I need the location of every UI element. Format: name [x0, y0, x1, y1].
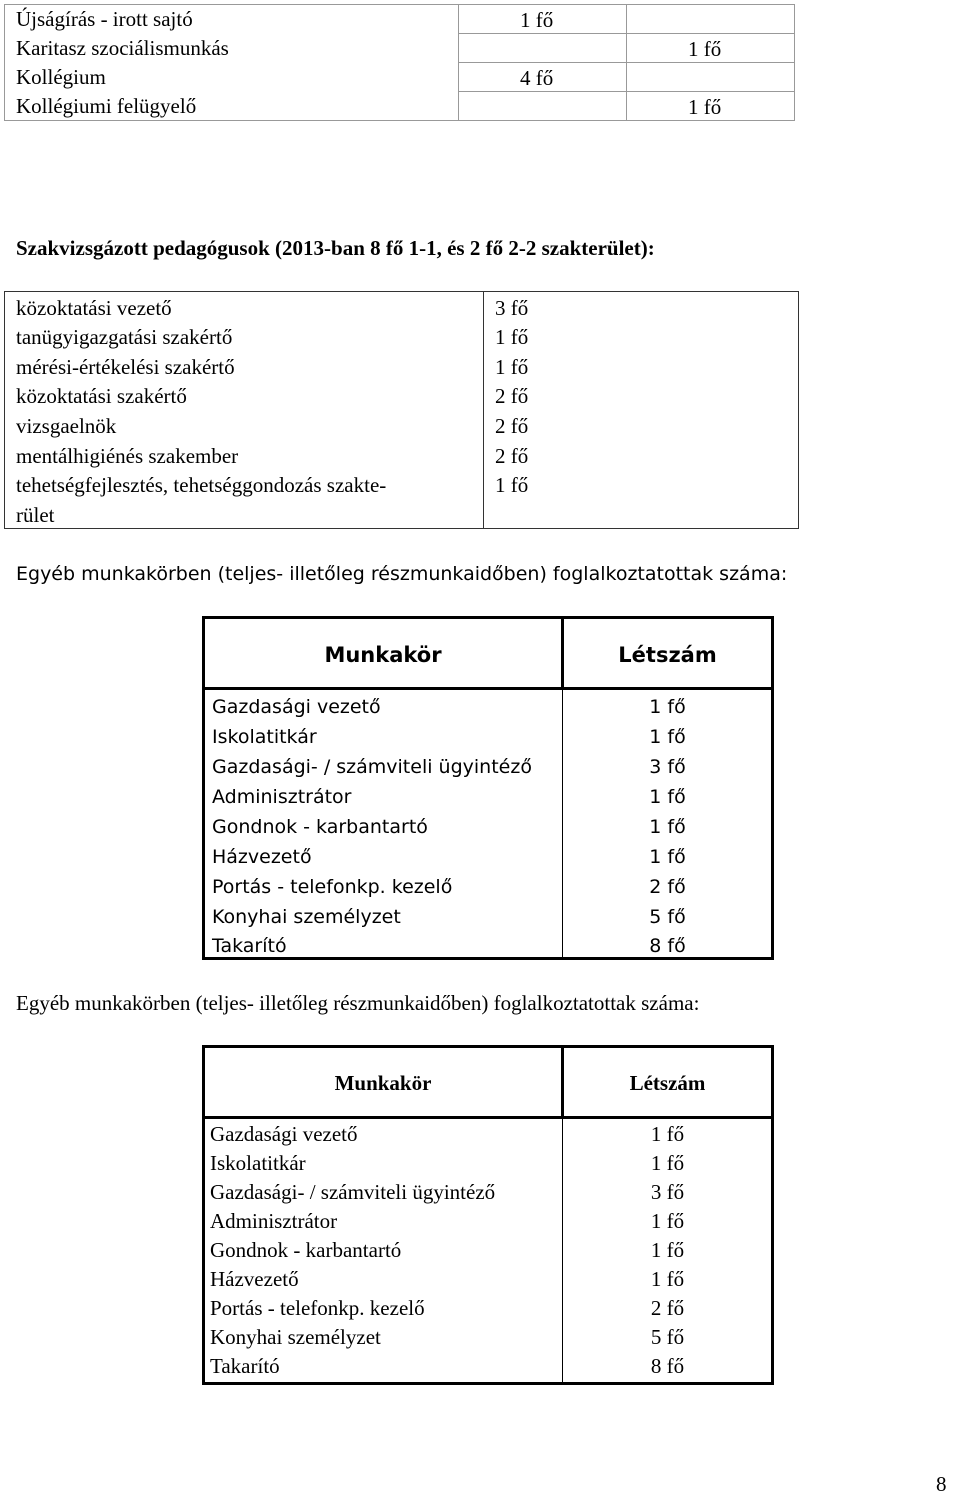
table-border — [626, 4, 627, 121]
table-row-label: Portás - telefonkp. kezelő — [210, 1296, 425, 1320]
table-row-label: mentálhigiénés szakember — [16, 444, 239, 468]
table-cell: 5 fő — [649, 906, 686, 928]
table-cell: 2 fő — [649, 876, 686, 898]
table-cell: 1 fő — [649, 786, 686, 808]
table-row-label: Gazdasági vezető — [210, 1122, 358, 1146]
table-row-label: Gazdasági- / számviteli ügyintéző — [210, 1180, 496, 1204]
table-border — [562, 690, 563, 957]
table-row-label: Kollégium — [16, 65, 106, 89]
table-row-label: Kollégiumi felügyelő — [16, 94, 197, 118]
page-number: 8 — [936, 1472, 947, 1496]
table-row-label: Gazdasági vezető — [212, 696, 381, 718]
table-border — [562, 1119, 563, 1382]
table-cell: 1 fő — [649, 846, 686, 868]
table-cell: 1 fő — [495, 355, 529, 379]
table-cell: 3 fő — [650, 1180, 685, 1204]
table-row-label: Házvezető — [210, 1267, 299, 1291]
table-cell: 1 fő — [650, 1151, 685, 1175]
table-row-label: közoktatási szakértő — [16, 384, 187, 408]
table-row-label: Takarító — [210, 1354, 280, 1378]
table-cell: 1 fő — [649, 726, 686, 748]
table-row-label: rület — [16, 503, 55, 527]
table-cell: 1 fő — [650, 1122, 685, 1146]
table-row-label: Adminisztrátor — [210, 1209, 338, 1233]
section-heading: Szakvizsgázott pedagógusok (2013-ban 8 fő 1-1, és 2 fő 2-2 szakterület): — [16, 236, 655, 260]
table-row-label: Takarító — [212, 935, 287, 957]
table-cell: 2 fő — [650, 1296, 685, 1320]
table-cell: 1 fő — [495, 325, 529, 349]
table-cell: 1 fő — [650, 1267, 685, 1291]
table-cell: 1 fő — [495, 473, 529, 497]
table-row-label: Iskolatitkár — [210, 1151, 306, 1175]
table-cell: 1 fő — [649, 696, 686, 718]
table-row-label: Iskolatitkár — [212, 726, 317, 748]
table-row-label: Karitasz szociálismunkás — [16, 36, 229, 60]
table-border — [4, 4, 5, 121]
table-cell: 1 fő — [520, 8, 554, 32]
column-header: Munkakör — [324, 643, 442, 667]
table-border — [458, 4, 459, 121]
table-row-label: Konyhai személyzet — [210, 1325, 381, 1349]
table-row-label: Gondnok - karbantartó — [210, 1238, 402, 1262]
table-cell: 1 fő — [649, 816, 686, 838]
table-row-label: Házvezető — [212, 846, 312, 868]
table-cell: 1 fő — [650, 1238, 685, 1262]
table-cell: 5 fő — [650, 1325, 685, 1349]
table-border — [205, 1116, 771, 1119]
table-cell: 2 fő — [495, 384, 529, 408]
table-cell: 3 fő — [495, 296, 529, 320]
table-row-label: Gondnok - karbantartó — [212, 816, 428, 838]
table-row-label: vizsgaelnök — [16, 414, 117, 438]
table-cell: 4 fő — [520, 66, 554, 90]
table-row-label: tehetségfejlesztés, tehetséggondozás szakte- — [16, 473, 387, 497]
table-cell: 2 fő — [495, 444, 529, 468]
column-header: Létszám — [629, 1071, 706, 1095]
table-row-label: Gazdasági- / számviteli ügyintéző — [212, 756, 532, 778]
table-cell: 2 fő — [495, 414, 529, 438]
table-row-label: közoktatási vezető — [16, 296, 172, 320]
table-border — [483, 291, 484, 529]
table-row-label: Újságírás - irott sajtó — [16, 7, 193, 31]
table-cell: 8 fő — [650, 1354, 685, 1378]
table-row-label: Konyhai személyzet — [212, 906, 401, 928]
section-heading: Egyéb munkakörben (teljes- illetőleg részmunkaidőben) foglalkoztatottak száma: — [16, 563, 788, 585]
table-row-label: Portás - telefonkp. kezelő — [212, 876, 453, 898]
table-cell: 8 fő — [649, 935, 686, 957]
column-header: Munkakör — [334, 1071, 432, 1095]
table-border — [794, 4, 795, 121]
table-row-label: Adminisztrátor — [212, 786, 352, 808]
table-cell: 3 fő — [649, 756, 686, 778]
table-cell: 1 fő — [688, 37, 722, 61]
table-row-label: tanügyigazgatási szakértő — [16, 325, 233, 349]
table-row-label: mérési-értékelési szakértő — [16, 355, 235, 379]
table-cell: 1 fő — [650, 1209, 685, 1233]
table-cell: 1 fő — [688, 95, 722, 119]
table-border — [205, 687, 771, 690]
section-heading: Egyéb munkakörben (teljes- illetőleg részmunkaidőben) foglalkoztatottak száma: — [16, 991, 700, 1015]
column-header: Létszám — [618, 643, 717, 667]
